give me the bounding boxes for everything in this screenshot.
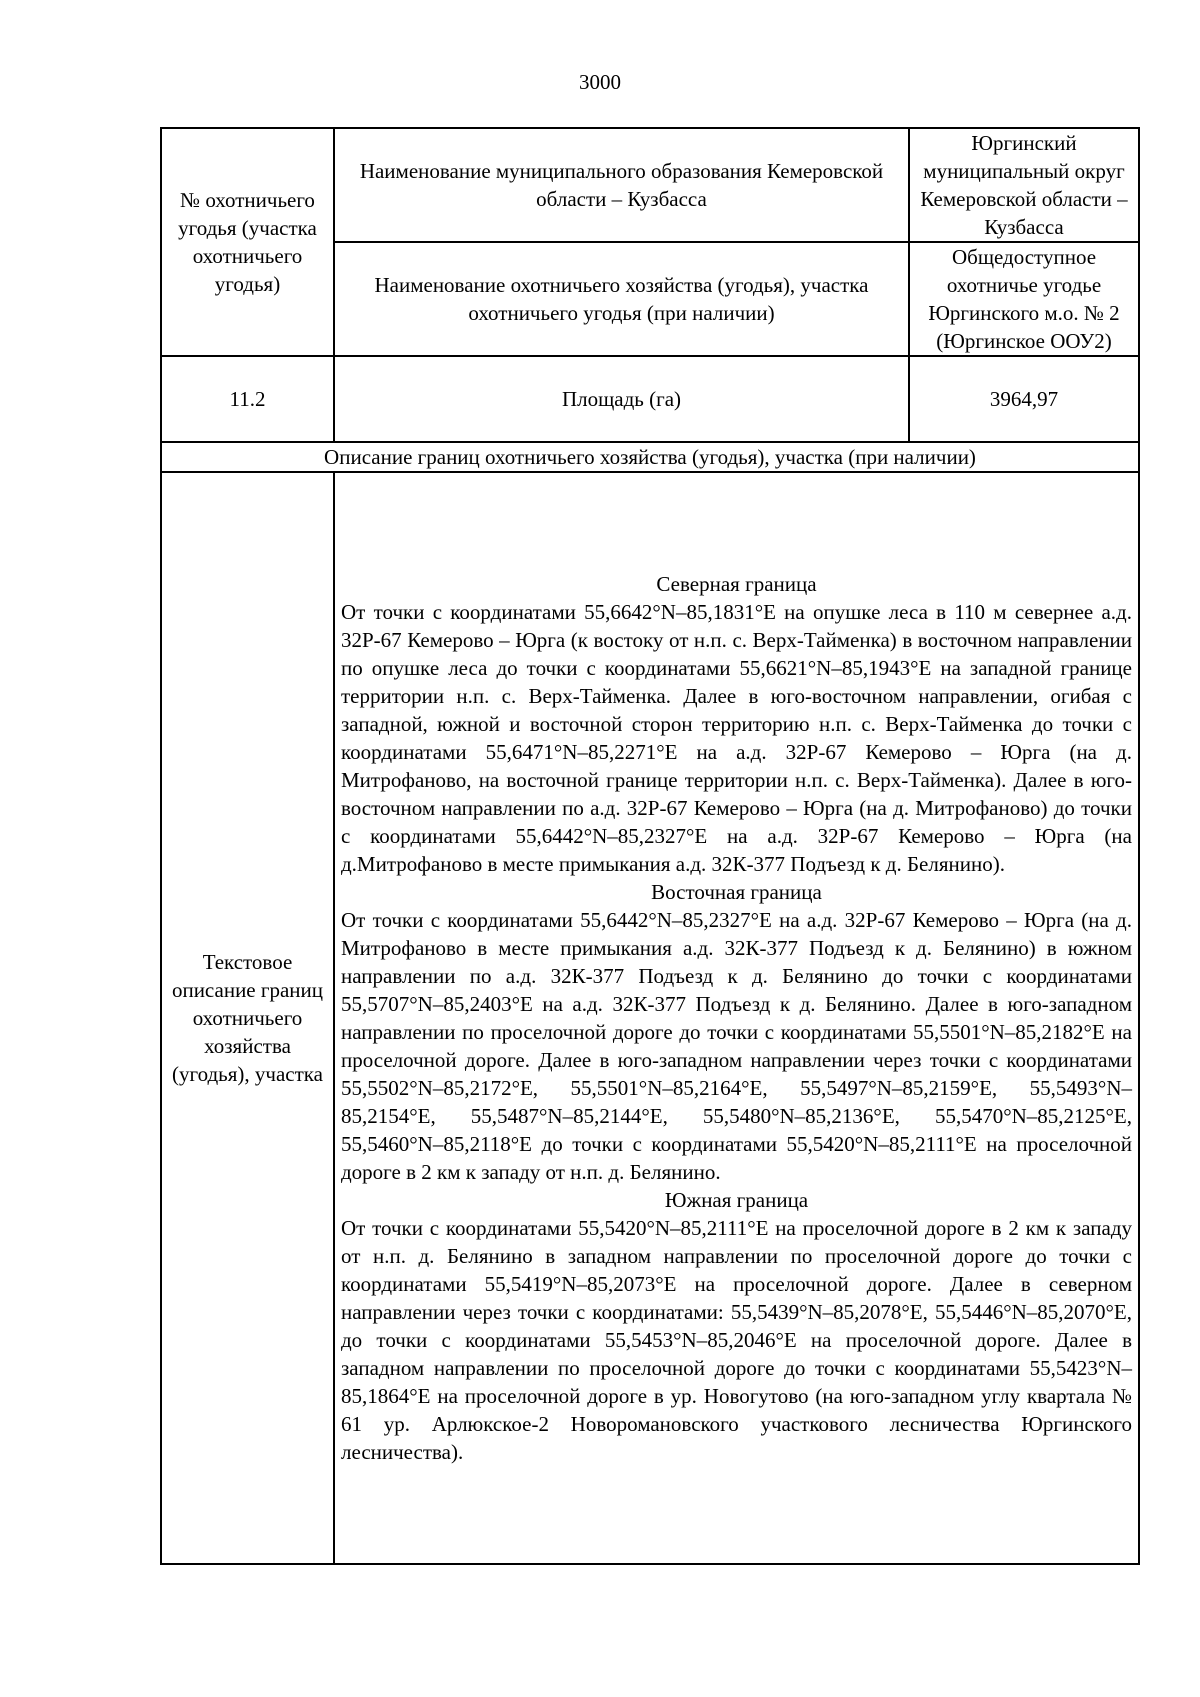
- area-label-cell: [334, 356, 909, 442]
- hunting-name-label: Наименование охотничьего хозяйства (угодья), участка охотничьего угодья (при наличии): [374, 273, 869, 325]
- east-boundary-text: От точки с координатами 55,6442°N–85,2327°E на а.д. 32Р-67 Кемерово – Юрга (на д. Митрофаново в месте примыкания а.д. 32К-377 Подъезд к д. Белянино) в южном направлении по а.д. 32К-377 Подъезд к д. Белянино до точки с координатами 55,5707°N–85,2403°E на а.д. 32К-377 Подъезд к д. Белянино. Далее в юго-западном направлении по проселочной дороге до точки с координатами 55,5501°N–85,2182°E на проселочной дороге. Далее в юго-западном направлении через точки с координатами 55,5502°N–85,2172°E, 55,5501°N–85,2164°E, 55,5497°N–85,2159°E, 55,5493°N–85,2154°E, 55,5487°N–85,2144°E, 55,5480°N–85,2136°E, 55,5470°N–85,2125°E, 55,5460°N–85,2118°E до точки с координатами 55,5420°N–85,2111°E на проселочной дороге в 2 км к западу от н.п. д. Белянино.: [341, 908, 1132, 1184]
- north-boundary-title: Северная граница: [656, 572, 817, 596]
- south-boundary-title: Южная граница: [664, 1188, 809, 1212]
- area-label: Площадь (га): [561, 387, 682, 411]
- east-boundary-title: Восточная граница: [651, 880, 822, 904]
- number-value-cell: [161, 356, 334, 442]
- text-label-cell: [161, 472, 334, 1564]
- municipality-label: Наименование муниципального образования Кемеровской области – Кузбасса: [359, 159, 884, 211]
- south-boundary-text: От точки с координатами 55,5420°N–85,2111°E на проселочной дороге в 2 км к западу от н.п. д. Белянино в западном направлении по проселочной дороге до точки с координатами 55,5419°N–85,2073°E на проселочной дороге. Далее в северном направлении через точки с координатами: 55,5439°N–85,2078°E, 55,5446°N–85,2070°E, до точки с координатами 55,5453°N–85,2046°E на проселочной дороге. Далее в западном направлении по проселочной дороге до точки с координатами 55,5423°N–85,1864°E на проселочной дороге в ур. Новогутово (на юго-западном углу квартала № 61 ур. Арлюкское-2 Новоромановского участкового лесничества Юргинского лесничества).: [341, 1216, 1132, 1464]
- number-label: № охотничьего угодья (участка охотничьего угодья): [178, 188, 317, 296]
- number-value: 11.2: [229, 387, 266, 411]
- hunting-grounds-table: [160, 127, 1140, 1565]
- municipality-value: Юргинский муниципальный округ Кемеровской области – Кузбасса: [920, 131, 1128, 239]
- boundaries-heading-row: [161, 442, 1139, 472]
- number-label-cell: [161, 128, 334, 356]
- north-boundary-text: От точки с координатами 55,6642°N–85,1831°E на опушке леса в 110 м севернее а.д. 32Р-67 Кемерово – Юрга (к востоку от н.п. с. Верх-Тайменка) в восточном направлении по опушке леса до точки с координатами 55,6621°N–85,1943°E на западной границе территории н.п. с. Верх-Тайменка. Далее в юго-восточном направлении, огибая с западной, южной и восточной сторон территорию н.п. с. Верх-Тайменка до точки с координатами 55,6471°N–85,2271°E на а.д. 32Р-67 Кемерово – Юрга (на д. Митрофаново, на восточной границе территории н.п. с. Верх-Тайменка). Далее в юго-восточном направлении по а.д. 32Р-67 Кемерово – Юрга (на д. Митрофаново) до точки с координатами 55,6442°N–85,2327°E на а.д. 32Р-67 Кемерово – Юрга (на д.Митрофаново в месте примыкания а.д. 32К-377 Подъезд к д. Белянино).: [341, 600, 1132, 876]
- municipality-label-cell: [334, 128, 909, 242]
- page-number: 3000: [579, 70, 621, 94]
- text-label: Текстовое описание границ охотничьего хозяйства (угодья), участка: [171, 950, 324, 1086]
- boundaries-heading-cell: [161, 442, 1139, 472]
- area-value-cell: [909, 356, 1139, 442]
- boundaries-heading: Описание границ охотничьего хозяйства (угодья), участка (при наличии): [324, 445, 976, 469]
- hunting-name-value: Общедоступное охотничье угодье Юргинского м.о. № 2 (Юргинское ООУ2): [928, 245, 1120, 353]
- header-row-municipality: [161, 128, 1139, 242]
- area-value: 3964,97: [989, 387, 1059, 411]
- hunting-name-label-cell: [334, 242, 909, 356]
- municipality-value-cell: [909, 128, 1139, 242]
- boundary-description-cell: [334, 472, 1139, 1564]
- description-row: [161, 472, 1139, 1564]
- hunting-name-value-cell: [909, 242, 1139, 356]
